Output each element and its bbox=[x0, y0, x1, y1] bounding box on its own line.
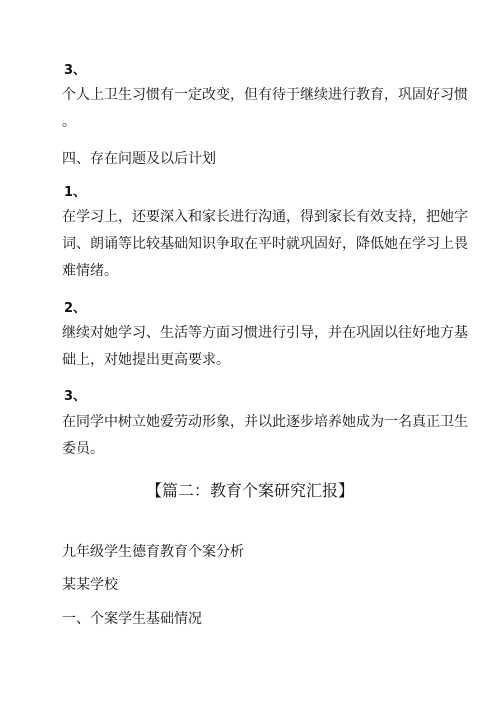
text-line: 难情绪。 bbox=[62, 263, 118, 279]
basic-info-heading: 一、个案学生基础情况 bbox=[62, 611, 202, 627]
case-analysis-title: 九年级学生德育教育个案分析 bbox=[62, 544, 244, 560]
item-number: 2、 bbox=[64, 301, 87, 316]
text-line: 词、朗诵等比较基础知识争取在平时就巩固好，降低她在学习上畏 bbox=[62, 236, 468, 252]
study-paragraph bbox=[62, 204, 468, 285]
text-line: 委员。 bbox=[62, 441, 104, 457]
section-title: 【篇二：教育个案研究汇报】 bbox=[145, 481, 354, 500]
text-line: 。 bbox=[62, 114, 76, 130]
habits-paragraph bbox=[62, 82, 468, 136]
text-line: 在同学中树立她爱劳动形象，并以此逐步培养她成为一名真正卫生 bbox=[62, 414, 468, 430]
text-line: 继续对她学习、生活等方面习惯进行引导，并在巩固以往好地方基 bbox=[62, 325, 468, 341]
text-line: 础上，对她提出更高要求。 bbox=[62, 352, 230, 368]
school-name: 某某学校 bbox=[62, 577, 118, 593]
image-paragraph bbox=[62, 409, 468, 463]
text-line: 个人上卫生习惯有一定改变，但有待于继续进行教育，巩固好习惯 bbox=[62, 87, 468, 103]
problems-plan-heading: 四、存在问题及以后计划 bbox=[62, 151, 216, 167]
guidance-paragraph bbox=[62, 320, 468, 374]
item-number: 1、 bbox=[64, 185, 87, 200]
item-number: 3、 bbox=[64, 389, 87, 404]
text-line: 在学习上，还要深入和家长进行沟通，得到家长有效支持，把她字 bbox=[62, 209, 468, 225]
item-number: 3、 bbox=[64, 63, 87, 78]
